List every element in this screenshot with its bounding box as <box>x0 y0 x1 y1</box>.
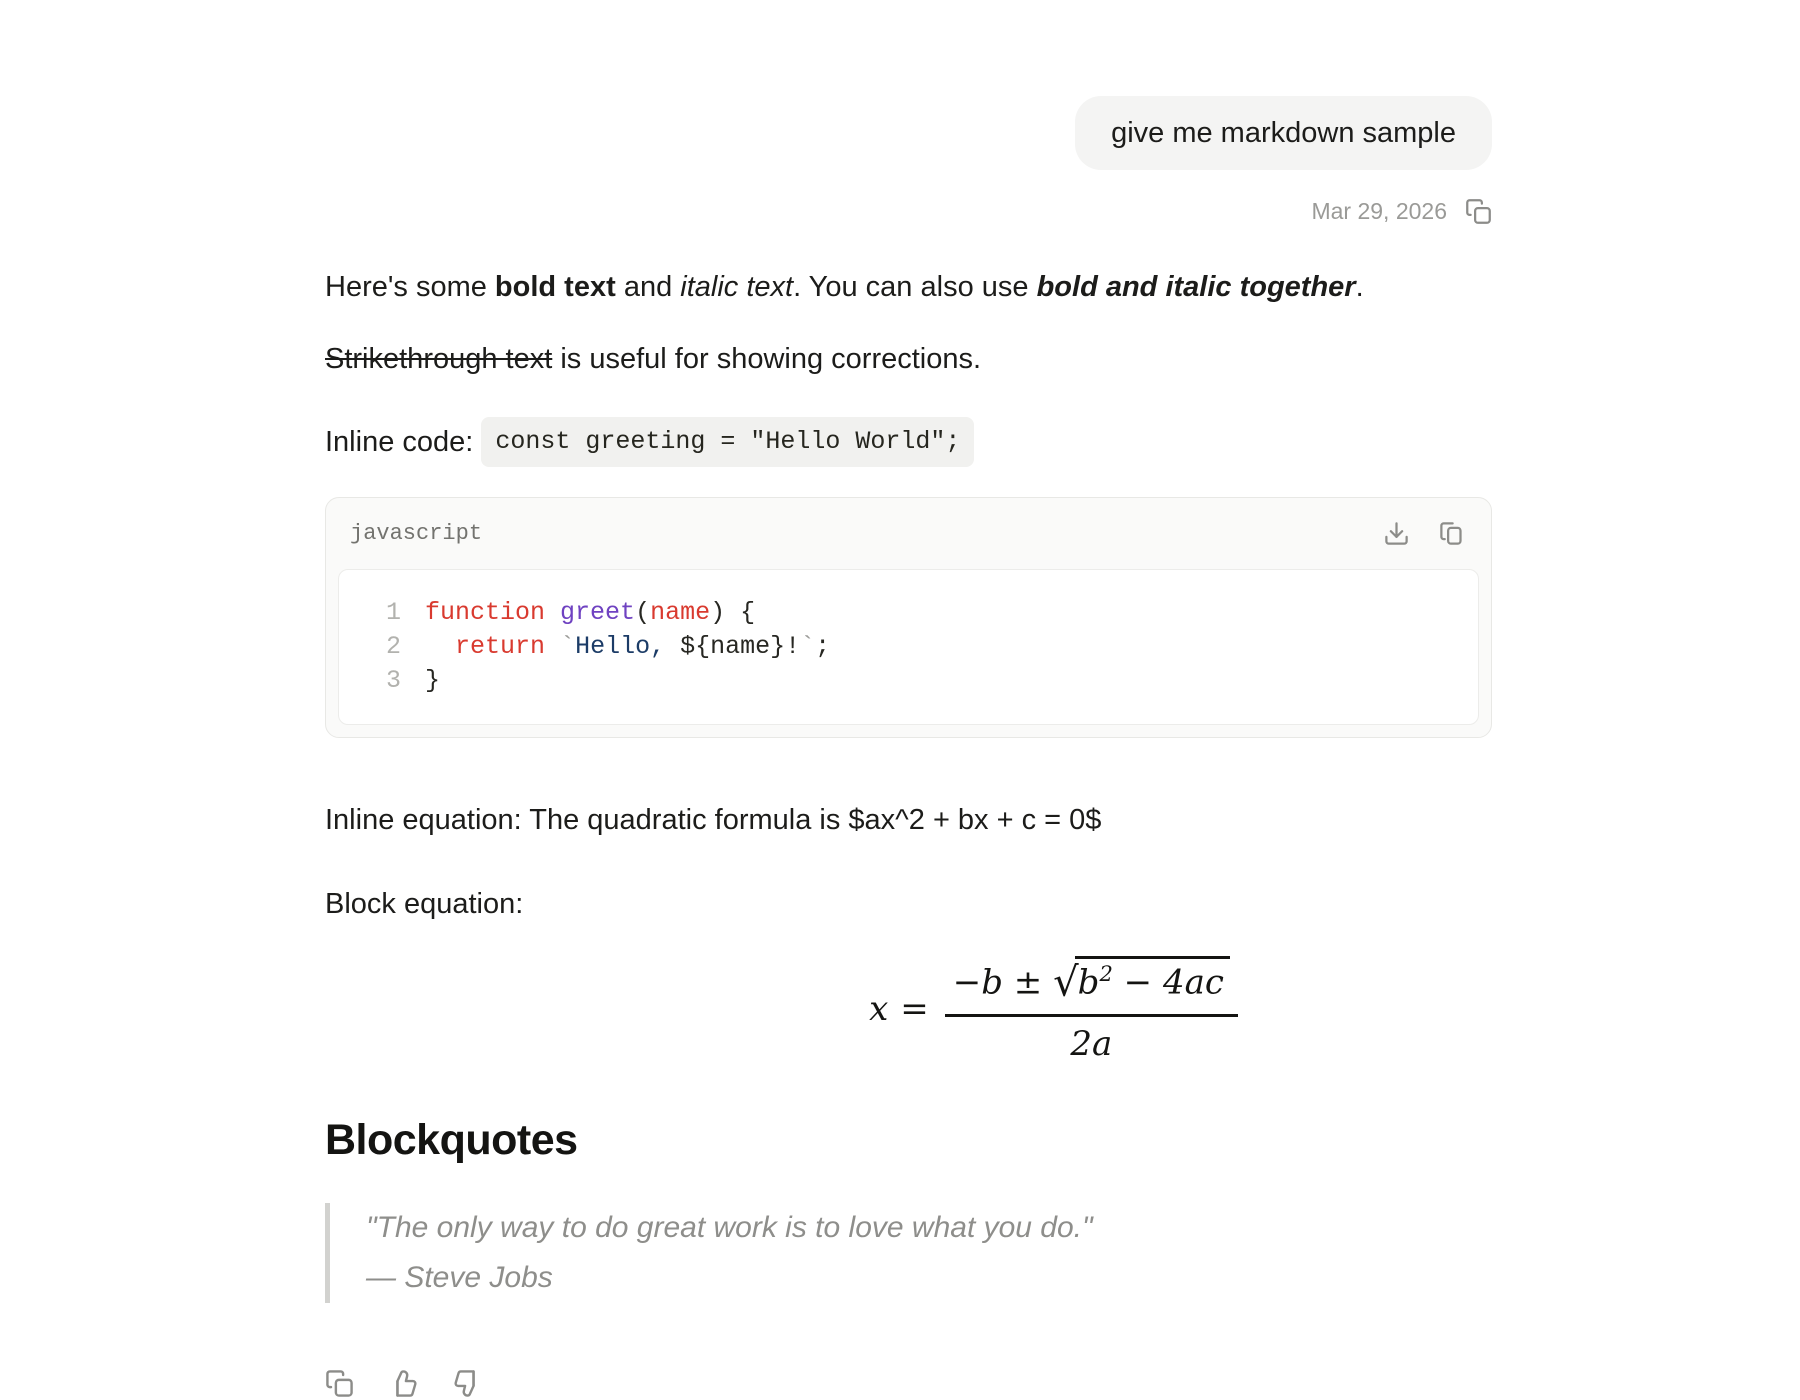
thumbs-down-button[interactable] <box>453 1369 482 1398</box>
paragraph-inline-equation: Inline equation: The quadratic formula is $ax^2 + bx + c = 0$ <box>325 804 1102 836</box>
radical-sign: √ <box>1053 959 1079 1006</box>
strikethrough-text: Strikethrough text <box>325 343 553 375</box>
user-message-bubble <box>1075 96 1492 170</box>
thumbs-up-button[interactable] <box>389 1369 418 1398</box>
blockquotes-heading: Blockquotes <box>325 1116 578 1165</box>
line-number: 2 <box>385 632 401 661</box>
message-footer-actions <box>325 1369 1492 1398</box>
equation-equals: = <box>900 988 929 1029</box>
radicand-base: b <box>1077 962 1100 1003</box>
chat-column <box>325 0 1492 1398</box>
block-equation-label: Block equation: <box>325 888 524 920</box>
italic-text: italic text <box>680 271 794 303</box>
paragraph-inline-code <box>325 417 1492 467</box>
code-block-actions <box>1383 520 1465 547</box>
copy-response-button[interactable] <box>325 1369 354 1398</box>
inline-code-label: Inline code: <box>325 426 474 458</box>
paragraph-formatting <box>325 269 1492 305</box>
text-run: Here's some <box>325 271 495 303</box>
blockquote-line: "The only way to do great work is to love what you do." <box>366 1211 1093 1245</box>
line-number: 3 <box>385 666 401 695</box>
code-language-label: javascript <box>350 521 483 546</box>
download-code-button[interactable] <box>1383 520 1410 547</box>
thumbs-down-icon <box>453 1369 482 1398</box>
copy-code-button[interactable] <box>1438 520 1465 547</box>
paragraph-strikethrough <box>325 341 1492 377</box>
equation-numerator <box>945 956 1238 1017</box>
inline-code: const greeting = "Hello World"; <box>481 417 974 467</box>
blockquote <box>325 1203 1492 1303</box>
code-text: return `Hello, ${name}!`; <box>425 632 831 661</box>
radicand-exponent: 2 <box>1099 961 1113 986</box>
code-lines <box>367 596 1450 698</box>
copy-icon <box>1438 520 1465 547</box>
bold-text: bold text <box>494 271 616 303</box>
code-line <box>367 630 1450 664</box>
message-meta-row <box>1311 198 1492 225</box>
line-number: 1 <box>385 598 401 627</box>
copy-icon <box>1465 198 1492 225</box>
code-editor-area <box>338 569 1479 725</box>
message-timestamp: Mar 29, 2026 <box>1311 198 1447 224</box>
copy-icon <box>325 1369 354 1398</box>
block-equation <box>325 956 1492 1064</box>
blockquote-attribution: — Steve Jobs <box>366 1261 553 1295</box>
thumbs-up-icon <box>389 1369 418 1398</box>
equation-fraction <box>945 956 1238 1064</box>
code-text: function greet(name) { <box>425 598 756 627</box>
equation-lhs: x <box>869 988 889 1029</box>
equation-denominator: 2a <box>1070 1024 1113 1065</box>
bold-italic-text: bold and italic together <box>1036 271 1356 303</box>
text-run: . <box>1355 271 1364 303</box>
code-text: } <box>425 666 441 695</box>
radicand <box>1075 956 1230 1002</box>
text-run: and <box>615 271 681 303</box>
user-message-text: give me markdown sample <box>1111 117 1456 149</box>
text-run: is useful for showing corrections. <box>552 343 982 375</box>
numerator-prefix: −b ± <box>952 962 1054 1003</box>
code-block-header <box>326 498 1491 563</box>
code-block <box>325 497 1492 738</box>
radicand-rest: − 4ac <box>1112 962 1224 1003</box>
text-run: . You can also use <box>793 271 1037 303</box>
copy-message-button[interactable] <box>1465 198 1492 225</box>
code-line <box>367 664 1450 698</box>
code-line <box>367 596 1450 630</box>
download-icon <box>1383 520 1410 547</box>
